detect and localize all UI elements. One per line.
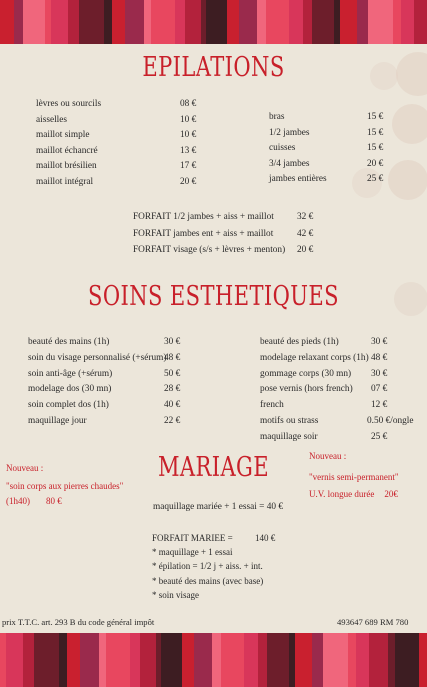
stripe (34, 633, 59, 687)
stripe (221, 633, 244, 687)
footer-registration: 493647 689 RM 780 (337, 617, 409, 627)
list-item (260, 351, 420, 367)
stripe (295, 633, 312, 687)
stripe (144, 0, 151, 44)
item-name: 1/2 jambes (269, 127, 310, 138)
stripe (67, 633, 80, 687)
list-item (269, 172, 399, 188)
promo-text: "soin corps aux pierres chaudes" (6, 481, 124, 491)
stripe (125, 0, 144, 44)
list-item (36, 175, 206, 191)
stripe (348, 633, 356, 687)
item-name: pose vernis (hors french) (260, 384, 353, 395)
item-name: maillot intégral (36, 176, 94, 187)
stripe (140, 633, 156, 687)
item-price: 0.50 €/ongle (367, 415, 414, 426)
soins-title: SOINS ESTHETIQUES (88, 281, 339, 312)
item-name: beauté des mains (1h) (28, 337, 110, 347)
item-name: FORFAIT visage (s/s + lèvres + menton) (133, 245, 286, 255)
stripe (51, 0, 68, 44)
stripe (388, 633, 395, 687)
item-name: aisselles (36, 114, 67, 125)
stripe (312, 633, 323, 687)
stripe (257, 0, 266, 44)
promo-text-2: U.V. longue durée (309, 489, 375, 499)
stripe (59, 633, 67, 687)
promo-label: Nouveau : (309, 451, 347, 461)
item-name: soin anti-âge (+sérum) (28, 368, 113, 379)
stripe (0, 0, 14, 44)
list-item (36, 128, 206, 144)
list-item (269, 141, 399, 157)
stripe (312, 0, 334, 44)
stripe (175, 0, 185, 44)
item-name: maquillage soir (260, 431, 318, 442)
item-name: motifs ou strass (260, 415, 319, 426)
stripe (99, 633, 106, 687)
item-price: 30 € (371, 337, 388, 347)
stripe (244, 633, 258, 687)
item-price: 20 € (297, 245, 314, 255)
soins-right-list (260, 335, 420, 446)
epilations-title: EPILATIONS (142, 52, 285, 83)
item-price: 25 € (367, 174, 384, 185)
item-price: 28 € (164, 384, 181, 395)
item-price: 20 € (180, 176, 197, 187)
item-name: maillot brésilien (36, 161, 97, 172)
list-item (152, 588, 292, 602)
item-price: 22 € (164, 415, 181, 426)
stripe (369, 633, 388, 687)
list-item (152, 559, 292, 573)
list-item (28, 398, 218, 414)
stripe (239, 0, 257, 44)
item-price: 48 € (371, 352, 388, 363)
stripe (356, 633, 369, 687)
mariage-title: MARIAGE (157, 452, 270, 483)
item-price: 25 € (371, 431, 388, 442)
stripe (185, 0, 201, 44)
stripe (106, 633, 130, 687)
item-name: gommage corps (30 mn) (260, 368, 352, 379)
item-price: 17 € (180, 161, 197, 172)
stripe (266, 0, 289, 44)
forfait-item: * épilation = 1/2 j + aiss. + int. (152, 561, 263, 572)
item-name: FORFAIT 1/2 jambes + aiss + maillot (133, 212, 274, 222)
promo-right (309, 449, 425, 501)
stripe (23, 633, 34, 687)
item-name: beauté des pieds (1h) (260, 337, 339, 347)
soins-left-list (28, 335, 218, 430)
item-price: 15 € (367, 143, 384, 154)
list-item (133, 209, 333, 226)
stripe (68, 0, 79, 44)
stripe (14, 0, 23, 44)
promo-left (6, 461, 156, 508)
list-item (152, 545, 292, 559)
item-price: 30 € (164, 337, 181, 347)
list-item (260, 414, 420, 430)
item-price: 40 € (164, 400, 181, 411)
epilations-forfaits (133, 209, 333, 259)
promo-label: Nouveau : (6, 463, 44, 473)
stripe (194, 633, 212, 687)
stripe (80, 633, 99, 687)
stripe (393, 0, 401, 44)
list-item (260, 382, 420, 398)
stripe (419, 633, 427, 687)
list-item (28, 335, 218, 351)
list-item (152, 574, 292, 588)
stripe (112, 0, 125, 44)
list-item (269, 157, 399, 173)
stripe (323, 633, 348, 687)
stripe (258, 633, 267, 687)
stripe (161, 633, 182, 687)
stripe (6, 633, 23, 687)
item-price: 10 € (180, 130, 197, 141)
list-item (28, 382, 218, 398)
promo-price: 20€ (384, 489, 398, 499)
promo-price: 80 € (46, 496, 62, 506)
bottom-stripe-band (0, 633, 427, 687)
item-name: modelage relaxant corps (1h) (260, 352, 369, 363)
stripe (227, 0, 239, 44)
list-item (28, 414, 218, 430)
item-price: 30 € (371, 368, 388, 379)
item-price: 20 € (367, 158, 384, 169)
list-item (36, 144, 206, 160)
epilations-right-list (269, 110, 399, 188)
forfait-mariee (152, 531, 292, 602)
forfait-item: * beauté des mains (avec base) (152, 575, 264, 586)
stripe (401, 0, 414, 44)
item-price: 07 € (371, 384, 388, 395)
stripe (182, 633, 194, 687)
item-name: soin complet dos (1h) (28, 400, 109, 411)
item-price: 13 € (180, 145, 197, 156)
promo-duration: (1h40) (6, 496, 30, 506)
stripe (395, 633, 419, 687)
item-name: FORFAIT jambes ent + aiss + maillot (133, 228, 274, 239)
item-price: 42 € (297, 228, 314, 239)
item-price: 32 € (297, 212, 314, 222)
forfait-price: 140 € (255, 533, 276, 543)
item-price: 10 € (180, 114, 197, 125)
item-price: 15 € (367, 127, 384, 138)
maquillage-mariee-line: maquillage mariée + 1 essai = 40 € (153, 502, 284, 512)
stripe (206, 0, 227, 44)
stripe (289, 0, 303, 44)
list-item (28, 367, 218, 383)
item-name: maquillage jour (28, 415, 87, 426)
forfait-label: FORFAIT MARIEE = (152, 533, 233, 543)
decor-circle (396, 52, 427, 96)
item-price: 12 € (371, 400, 388, 411)
stripe (368, 0, 393, 44)
item-name: bras (269, 112, 285, 122)
stripe (79, 0, 104, 44)
list-item (269, 110, 399, 126)
footer-legal: prix T.T.C. art. 293 B du code général impôt (2, 617, 155, 627)
stripe (267, 633, 289, 687)
stripe (303, 0, 312, 44)
list-item (260, 398, 420, 414)
item-name: soin du visage personnalisé (+sérum) (28, 352, 167, 363)
stripe (130, 633, 140, 687)
item-price: 48 € (164, 352, 181, 363)
item-name: jambes entières (269, 174, 327, 185)
epilations-left-list (36, 97, 206, 191)
list-item (260, 367, 420, 383)
list-item (28, 351, 218, 367)
stripe (23, 0, 45, 44)
item-name: 3/4 jambes (269, 158, 310, 169)
list-item (260, 335, 420, 351)
item-price: 08 € (180, 99, 197, 109)
stripe (414, 0, 427, 44)
item-name: french (260, 400, 284, 411)
item-name: lèvres ou sourcils (36, 99, 102, 109)
stripe (151, 0, 175, 44)
list-item (133, 226, 333, 243)
list-item (36, 97, 206, 113)
item-name: modelage dos (30 mn) (28, 384, 112, 395)
item-price: 50 € (164, 368, 181, 379)
item-name: maillot simple (36, 130, 90, 141)
list-item (260, 430, 420, 446)
forfait-item: * maquillage + 1 essai (152, 547, 233, 558)
stripe (357, 0, 368, 44)
top-stripe-band (0, 0, 427, 44)
item-name: maillot échancré (36, 145, 98, 156)
promo-text: "vernis semi-permanent" (309, 472, 399, 482)
stripe (104, 0, 112, 44)
stripe (340, 0, 357, 44)
stripe (212, 633, 221, 687)
list-item (269, 126, 399, 142)
forfait-item: * soin visage (152, 589, 199, 600)
list-item (36, 159, 206, 175)
item-name: cuisses (269, 143, 296, 154)
list-item (133, 242, 333, 259)
item-price: 15 € (367, 112, 384, 122)
decor-circle (394, 282, 427, 316)
list-item (36, 113, 206, 129)
